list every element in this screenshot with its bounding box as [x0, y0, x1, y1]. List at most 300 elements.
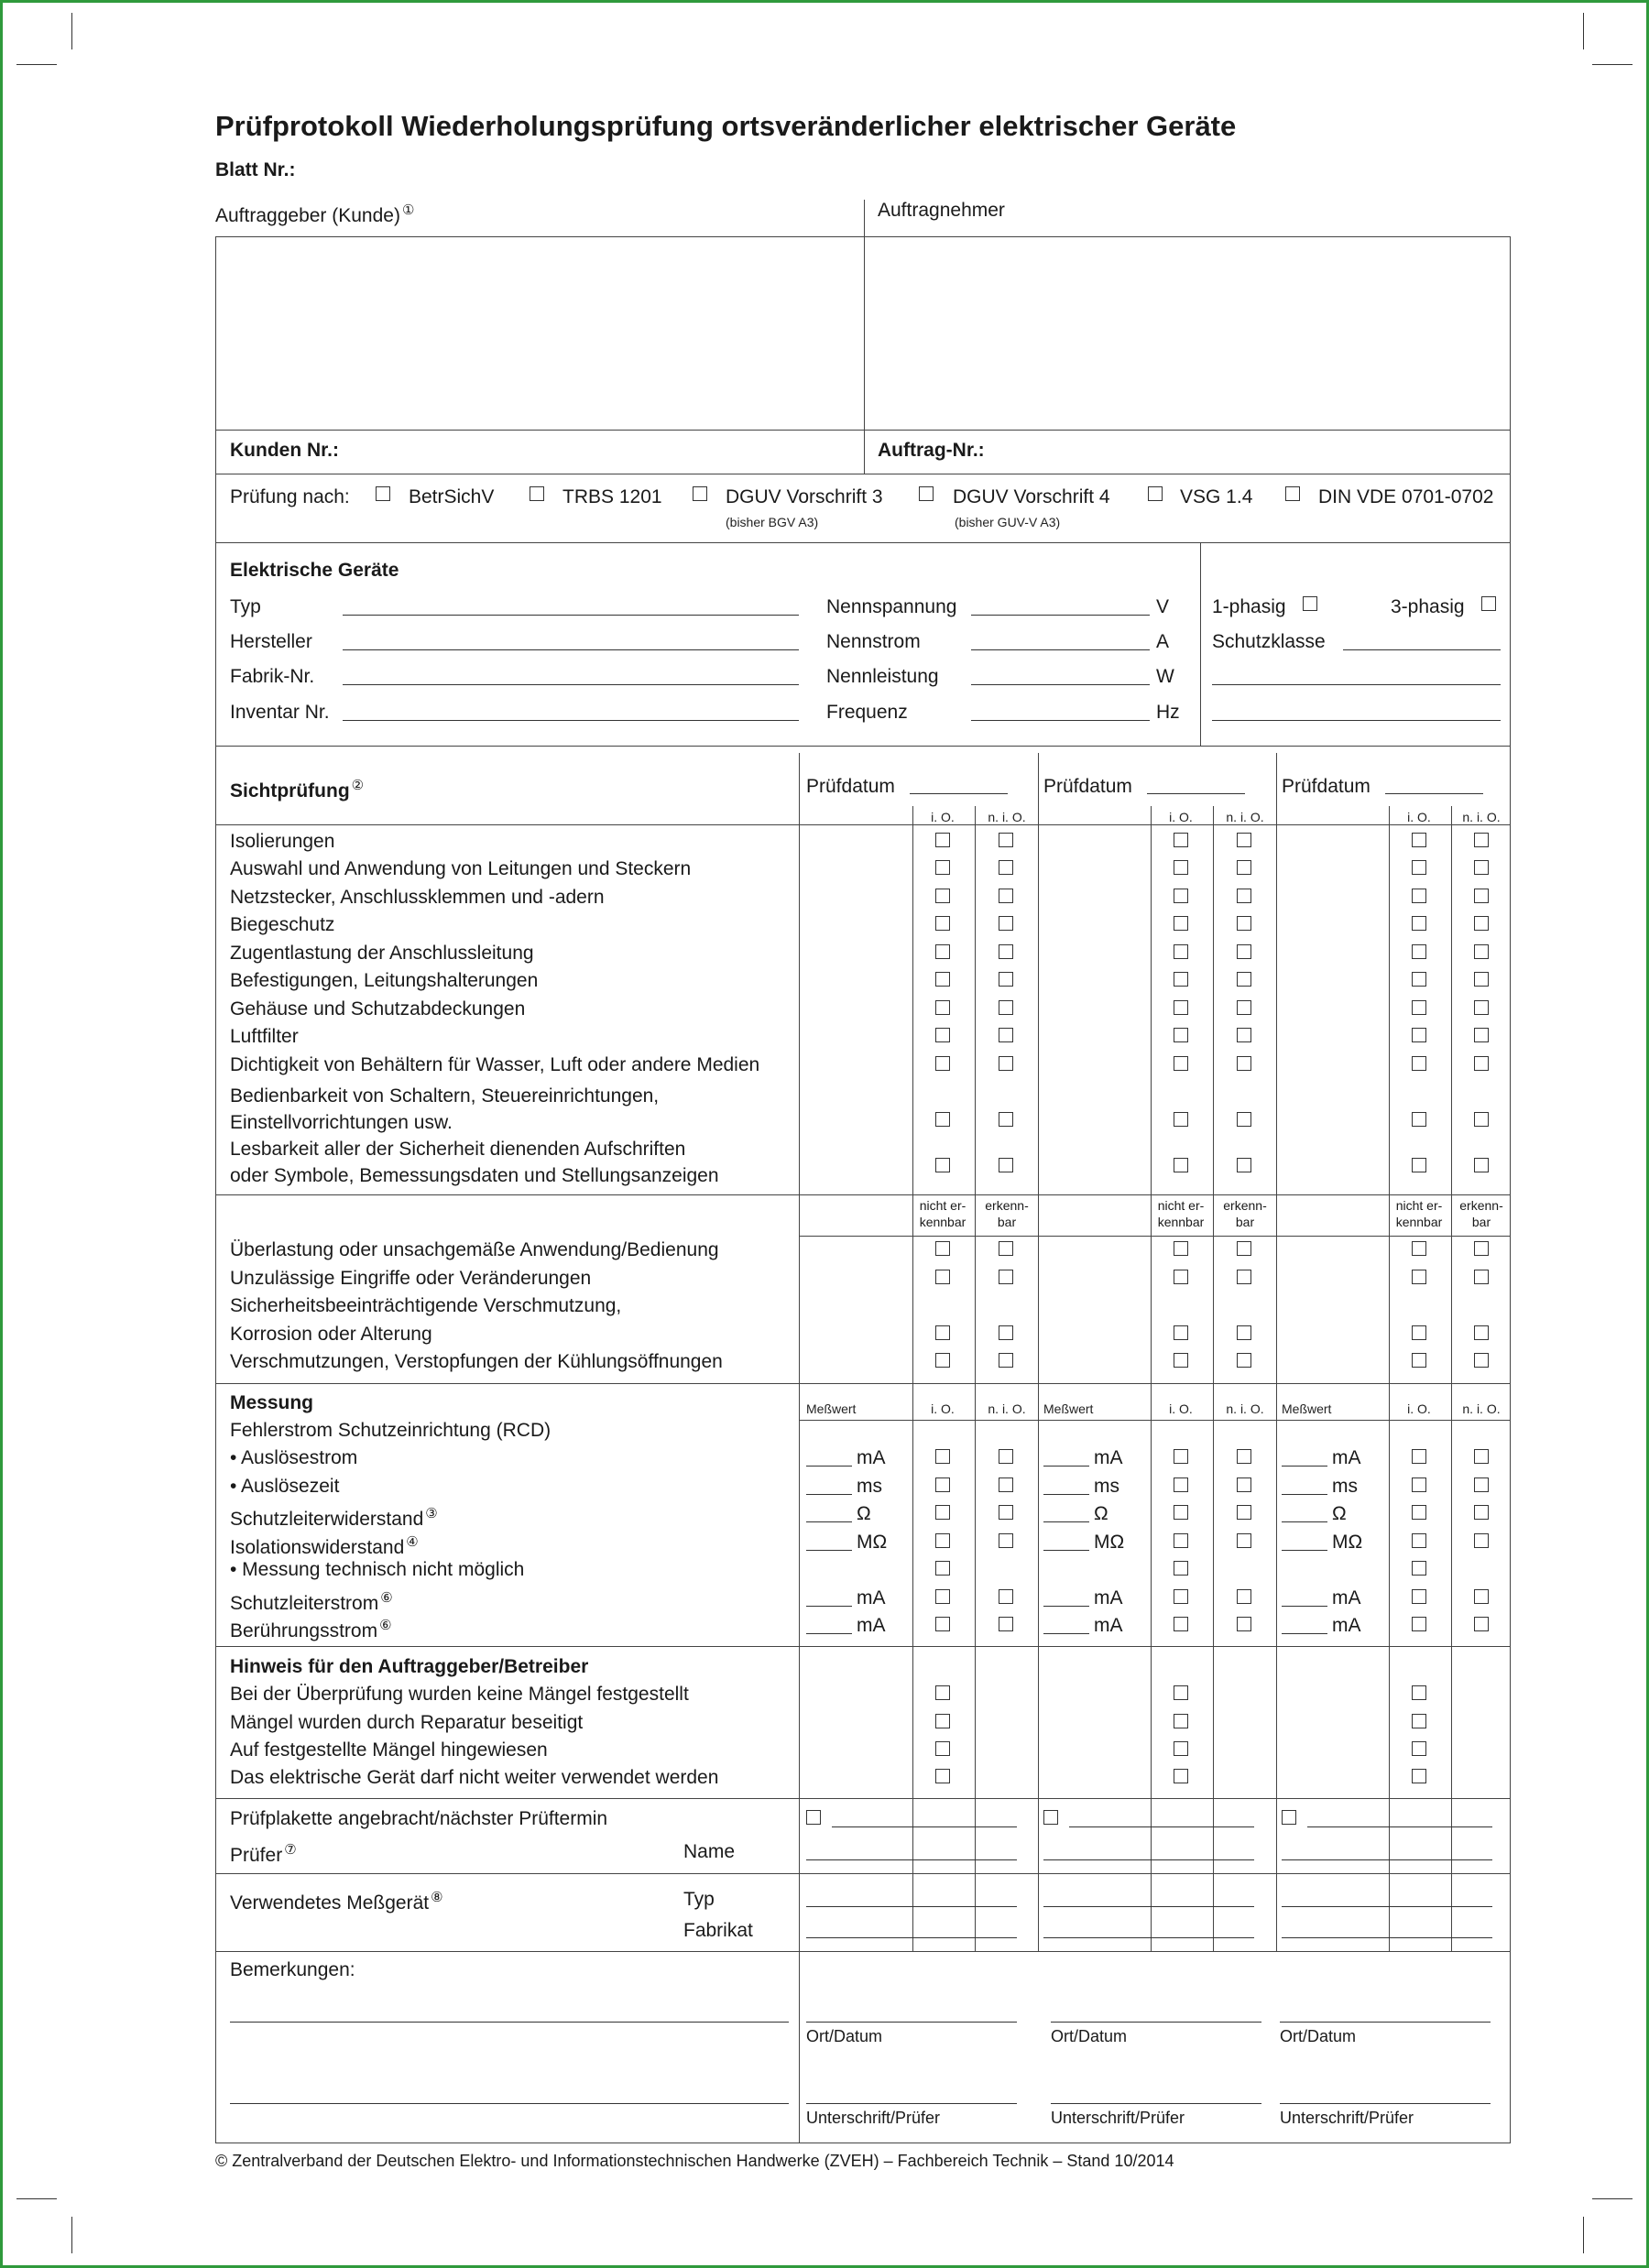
ort-datum-input[interactable] — [806, 2022, 1017, 2023]
nio-header: n. i. O. — [1226, 1401, 1264, 1416]
divider — [215, 1383, 1511, 1384]
checkbox[interactable] — [999, 916, 1013, 931]
checkbox[interactable] — [935, 1270, 950, 1284]
crop-mark — [1592, 2198, 1633, 2199]
nio-header: n. i. O. — [988, 810, 1026, 824]
checkbox[interactable] — [1412, 944, 1426, 959]
checkbox[interactable] — [1174, 1241, 1188, 1256]
erkennbar-header: erkenn- bar — [985, 1198, 1029, 1229]
checkbox[interactable] — [935, 1477, 950, 1492]
messgeraet-typ-input[interactable] — [1043, 1906, 1254, 1907]
checkbox-dguv3[interactable] — [693, 486, 707, 501]
extra-input[interactable] — [1212, 720, 1501, 721]
grid-line — [1451, 806, 1452, 1951]
messwert-input[interactable] — [806, 1494, 852, 1495]
reg-label: BetrSichV — [409, 486, 495, 507]
checkbox[interactable] — [935, 833, 950, 847]
checkbox[interactable] — [935, 860, 950, 875]
ort-datum-input[interactable] — [1280, 2022, 1491, 2023]
checkbox[interactable] — [1237, 1533, 1251, 1548]
checkbox[interactable] — [1474, 1505, 1489, 1520]
ort-datum-label: Ort/Datum — [806, 2027, 883, 2045]
checkbox[interactable] — [935, 1561, 950, 1576]
checkbox[interactable] — [1174, 1353, 1188, 1368]
sicht-item: Gehäuse und Schutzabdeckungen — [230, 998, 526, 1020]
checkbox[interactable] — [1174, 1617, 1188, 1631]
sicht-item: Netzstecker, Anschlussklemmen und -adern — [230, 887, 605, 908]
sicht-item: Biegeschutz — [230, 914, 335, 935]
messwert-input[interactable] — [806, 1550, 852, 1551]
reg-label: DIN VDE 0701-0702 — [1318, 486, 1494, 507]
checkbox[interactable] — [935, 1353, 950, 1368]
divider — [215, 1194, 1511, 1195]
checkbox[interactable] — [1412, 1685, 1426, 1700]
checkbox[interactable] — [1174, 1477, 1188, 1492]
checkbox[interactable] — [1412, 1561, 1426, 1576]
ort-datum-input[interactable] — [1051, 2022, 1261, 2023]
checkbox[interactable] — [1237, 1449, 1251, 1464]
grid-line — [1213, 806, 1214, 1951]
checkbox[interactable] — [935, 1112, 950, 1127]
checkbox[interactable] — [999, 944, 1013, 959]
checkbox[interactable] — [935, 1158, 950, 1172]
unit-label: ms — [1332, 1476, 1358, 1497]
checkbox[interactable] — [1474, 972, 1489, 987]
fabrik-nr-input[interactable] — [343, 684, 799, 685]
checkbox[interactable] — [1237, 889, 1251, 903]
checkbox[interactable] — [1474, 1056, 1489, 1071]
messwert-input[interactable] — [806, 1633, 852, 1634]
checkbox[interactable] — [1174, 889, 1188, 903]
checkbox[interactable] — [935, 1533, 950, 1548]
checkbox[interactable] — [999, 1505, 1013, 1520]
checkbox[interactable] — [1174, 1270, 1188, 1284]
checkbox-vsg[interactable] — [1148, 486, 1163, 501]
checkbox[interactable] — [935, 1325, 950, 1340]
checkbox[interactable] — [1412, 860, 1426, 875]
nennstrom-input[interactable] — [971, 649, 1150, 650]
messwert-input[interactable] — [1043, 1521, 1089, 1522]
pruefer-name-input[interactable] — [806, 1859, 1017, 1860]
messwert-input[interactable] — [1282, 1494, 1327, 1495]
checkbox[interactable] — [1412, 889, 1426, 903]
grid-line — [1276, 753, 1277, 1951]
mess-row: Schutzleiterstrom ⑥ — [230, 1590, 393, 1614]
divider — [215, 542, 1511, 543]
messwert-input[interactable] — [1282, 1521, 1327, 1522]
mess-row: • Messung technisch nicht möglich — [230, 1559, 525, 1580]
field-label: Typ — [230, 596, 261, 617]
checkbox[interactable] — [935, 916, 950, 931]
unterschrift-label: Unterschrift/Prüfer — [1280, 2109, 1414, 2127]
typ-label: Typ — [683, 1889, 715, 1910]
hinweis-item: Mängel wurden durch Reparatur beseitigt — [230, 1712, 584, 1733]
unit-label: A — [1156, 631, 1170, 652]
checkbox[interactable] — [1174, 972, 1188, 987]
reg-sublabel: (bisher GUV-V A3) — [955, 515, 1061, 529]
grid-line — [799, 753, 800, 1951]
sicht-item: Zugentlastung der Anschlussleitung — [230, 943, 534, 964]
checkbox[interactable] — [999, 1353, 1013, 1368]
checkbox[interactable] — [1174, 1714, 1188, 1728]
checkbox[interactable] — [935, 889, 950, 903]
pruefer-label: Prüfer ⑦ — [230, 1842, 297, 1866]
erkenn-item: Überlastung oder unsachgemäße Anwendung/Bedienung — [230, 1239, 719, 1260]
field-label: Nennstrom — [826, 631, 921, 652]
checkbox[interactable] — [1412, 1769, 1426, 1783]
plakette-date-input[interactable] — [1069, 1826, 1254, 1827]
pruefung-nach-label: Prüfung nach: — [230, 486, 350, 507]
checkbox-din-vde[interactable] — [1285, 486, 1300, 501]
checkbox[interactable] — [1474, 916, 1489, 931]
messwert-input[interactable] — [806, 1466, 852, 1467]
unit-label: Ω — [1332, 1503, 1347, 1524]
unit-label: Ω — [1094, 1503, 1108, 1524]
sicht-item: Befestigungen, Leitungshalterungen — [230, 970, 539, 991]
checkbox[interactable] — [999, 1325, 1013, 1340]
blatt-label: Blatt Nr.: — [215, 159, 296, 180]
checkbox[interactable] — [1412, 1028, 1426, 1042]
checkbox[interactable] — [1174, 1000, 1188, 1015]
messgeraet-typ-input[interactable] — [1282, 1906, 1492, 1907]
checkbox[interactable] — [1412, 1353, 1426, 1368]
pruefdatum-input-2[interactable] — [1147, 793, 1245, 794]
checkbox[interactable] — [935, 1028, 950, 1042]
bemerkungen-line[interactable] — [230, 2022, 789, 2023]
nennleistung-input[interactable] — [971, 684, 1150, 685]
checkbox[interactable] — [1474, 1270, 1489, 1284]
checkbox[interactable] — [1412, 1533, 1426, 1548]
messwert-input[interactable] — [1043, 1466, 1089, 1467]
checkbox[interactable] — [999, 1589, 1013, 1604]
divider — [215, 746, 1511, 747]
reg-label: DGUV Vorschrift 4 — [953, 486, 1110, 507]
checkbox[interactable] — [1412, 1477, 1426, 1492]
typ-input[interactable] — [343, 615, 799, 616]
unterschrift-input[interactable] — [1051, 2103, 1261, 2104]
checkbox[interactable] — [935, 1589, 950, 1604]
grid-line — [975, 806, 976, 1951]
messgeraet-label: Verwendetes Meßgerät ⑧ — [230, 1890, 443, 1914]
phase3-label: 3-phasig — [1391, 596, 1465, 617]
inventar-nr-input[interactable] — [343, 720, 799, 721]
unit-label: mA — [1332, 1447, 1361, 1468]
field-label: Fabrik-Nr. — [230, 666, 315, 687]
messgeraet-fabrikat-input[interactable] — [1282, 1937, 1492, 1938]
checkbox[interactable] — [935, 1685, 950, 1700]
page-title: Prüfprotokoll Wiederholungsprüfung ortsveränderlicher elektrischer Geräte — [215, 110, 1237, 142]
unterschrift-input[interactable] — [1280, 2103, 1491, 2104]
checkbox[interactable] — [1237, 1158, 1251, 1172]
checkbox[interactable] — [1174, 1449, 1188, 1464]
unit-label: mA — [857, 1587, 886, 1608]
mess-row: Berührungsstrom ⑥ — [230, 1618, 392, 1641]
checkbox[interactable] — [1237, 1270, 1251, 1284]
checkbox[interactable] — [935, 1741, 950, 1756]
checkbox[interactable] — [1474, 833, 1489, 847]
checkbox[interactable] — [1474, 1028, 1489, 1042]
checkbox[interactable] — [1237, 1241, 1251, 1256]
checkbox[interactable] — [1412, 1617, 1426, 1631]
checkbox[interactable] — [935, 1449, 950, 1464]
checkbox[interactable] — [1174, 1589, 1188, 1604]
unit-label: Ω — [857, 1503, 871, 1524]
sicht-item: Luftfilter — [230, 1026, 299, 1047]
checkbox[interactable] — [999, 860, 1013, 875]
checkbox[interactable] — [935, 1000, 950, 1015]
messwert-input[interactable] — [1282, 1466, 1327, 1467]
grid-line — [799, 753, 800, 755]
checkbox[interactable] — [1174, 1056, 1188, 1071]
pruefdatum-input-3[interactable] — [1385, 793, 1483, 794]
checkbox[interactable] — [1174, 833, 1188, 847]
checkbox[interactable] — [1174, 1561, 1188, 1576]
messgeraet-fabrikat-input[interactable] — [1043, 1937, 1254, 1938]
checkbox[interactable] — [1237, 1056, 1251, 1071]
messwert-input[interactable] — [1282, 1550, 1327, 1551]
hinweis-item: Das elektrische Gerät darf nicht weiter verwendet werden — [230, 1767, 719, 1788]
checkbox[interactable] — [999, 1449, 1013, 1464]
checkbox[interactable] — [999, 1000, 1013, 1015]
checkbox[interactable] — [1237, 1112, 1251, 1127]
checkbox[interactable] — [1474, 1533, 1489, 1548]
messwert-input[interactable] — [1043, 1633, 1089, 1634]
checkbox[interactable] — [999, 1270, 1013, 1284]
checkbox[interactable] — [1237, 1000, 1251, 1015]
checkbox[interactable] — [999, 1056, 1013, 1071]
checkbox[interactable] — [1474, 1325, 1489, 1340]
nio-header: n. i. O. — [1462, 810, 1501, 824]
checkbox[interactable] — [1174, 1685, 1188, 1700]
checkbox-dguv4[interactable] — [919, 486, 934, 501]
checkbox[interactable] — [1237, 860, 1251, 875]
checkbox[interactable] — [999, 1533, 1013, 1548]
rcd-label: Fehlerstrom Schutzeinrichtung (RCD) — [230, 1420, 551, 1441]
checkbox[interactable] — [1474, 1112, 1489, 1127]
checkbox[interactable] — [1412, 1270, 1426, 1284]
grid-line — [799, 1951, 800, 2143]
auftragnehmer-field[interactable] — [865, 237, 1510, 430]
nio-header: n. i. O. — [1462, 1401, 1501, 1416]
messwert-input[interactable] — [1043, 1606, 1089, 1607]
checkbox[interactable] — [1237, 1325, 1251, 1340]
checkbox[interactable] — [1174, 1028, 1188, 1042]
frequenz-input[interactable] — [971, 720, 1150, 721]
plakette-checkbox[interactable] — [806, 1810, 821, 1825]
checkbox[interactable] — [1174, 1533, 1188, 1548]
messgeraet-typ-input[interactable] — [806, 1906, 1017, 1907]
hersteller-input[interactable] — [343, 649, 799, 650]
checkbox[interactable] — [935, 1714, 950, 1728]
field-label: Nennspannung — [826, 596, 957, 617]
auftrag-nr-label: Auftrag-Nr.: — [878, 440, 985, 461]
messwert-input[interactable] — [1043, 1494, 1089, 1495]
plakette-date-input[interactable] — [1307, 1826, 1492, 1827]
crop-mark — [71, 13, 72, 49]
checkbox[interactable] — [935, 972, 950, 987]
reg-sublabel: (bisher BGV A3) — [726, 515, 819, 529]
messwert-input[interactable] — [1282, 1606, 1327, 1607]
checkbox[interactable] — [999, 1028, 1013, 1042]
checkbox[interactable] — [935, 1241, 950, 1256]
checkbox[interactable] — [999, 833, 1013, 847]
checkbox[interactable] — [1174, 1741, 1188, 1756]
checkbox[interactable] — [1237, 1028, 1251, 1042]
checkbox[interactable] — [1412, 1449, 1426, 1464]
checkbox[interactable] — [1174, 1769, 1188, 1783]
sicht-item: Isolierungen — [230, 831, 335, 852]
checkbox-3phasig[interactable] — [1481, 596, 1496, 611]
checkbox[interactable] — [1237, 1505, 1251, 1520]
geraete-heading: Elektrische Geräte — [230, 560, 399, 581]
crop-mark — [1583, 2217, 1584, 2253]
checkbox[interactable] — [1474, 889, 1489, 903]
checkbox[interactable] — [1412, 833, 1426, 847]
checkbox[interactable] — [935, 1505, 950, 1520]
checkbox[interactable] — [1474, 1477, 1489, 1492]
plakette-checkbox[interactable] — [1043, 1810, 1058, 1825]
bemerkungen-line[interactable] — [230, 2103, 789, 2104]
unit-label: MΩ — [857, 1532, 888, 1553]
checkbox[interactable] — [1237, 1617, 1251, 1631]
checkbox[interactable] — [1412, 916, 1426, 931]
checkbox[interactable] — [1474, 944, 1489, 959]
checkbox[interactable] — [1237, 972, 1251, 987]
checkbox[interactable] — [1474, 1617, 1489, 1631]
unit-label: mA — [1094, 1587, 1123, 1608]
messwert-header: Meßwert — [1282, 1401, 1332, 1416]
crop-mark — [71, 2217, 72, 2253]
messwert-input[interactable] — [806, 1521, 852, 1522]
extra-input[interactable] — [1212, 684, 1501, 685]
checkbox[interactable] — [1412, 1325, 1426, 1340]
nio-header: n. i. O. — [988, 1401, 1026, 1416]
checkbox[interactable] — [1474, 1589, 1489, 1604]
nicht-erkennbar-header: nicht er- kennbar — [1395, 1198, 1443, 1229]
checkbox-betrsichv[interactable] — [376, 486, 390, 501]
checkbox[interactable] — [999, 1112, 1013, 1127]
checkbox[interactable] — [1412, 1589, 1426, 1604]
messwert-input[interactable] — [1043, 1550, 1089, 1551]
unit-label: V — [1156, 596, 1170, 617]
checkbox[interactable] — [999, 1617, 1013, 1631]
auftraggeber-field[interactable] — [216, 237, 864, 430]
checkbox[interactable] — [1474, 1000, 1489, 1015]
checkbox[interactable] — [1237, 944, 1251, 959]
pruefdatum-label: Prüfdatum — [1043, 776, 1132, 797]
io-header: i. O. — [931, 1401, 955, 1416]
checkbox[interactable] — [999, 972, 1013, 987]
divider — [864, 430, 865, 474]
checkbox-1phasig[interactable] — [1303, 596, 1317, 611]
checkbox[interactable] — [1174, 860, 1188, 875]
checkbox[interactable] — [1174, 916, 1188, 931]
unit-label: mA — [857, 1447, 886, 1468]
pruefdatum-label: Prüfdatum — [806, 776, 895, 797]
checkbox[interactable] — [935, 1056, 950, 1071]
auftragnehmer-label: Auftragnehmer — [878, 200, 1005, 221]
schutzklasse-input[interactable] — [1343, 649, 1501, 650]
checkbox[interactable] — [935, 1617, 950, 1631]
name-label: Name — [683, 1841, 736, 1862]
checkbox[interactable] — [1412, 972, 1426, 987]
checkbox[interactable] — [999, 1477, 1013, 1492]
grid-line — [1038, 753, 1039, 1951]
checkbox[interactable] — [1237, 1477, 1251, 1492]
unit-label: MΩ — [1332, 1532, 1363, 1553]
sicht-item: Dichtigkeit von Behältern für Wasser, Luft oder andere Medien — [230, 1054, 760, 1075]
erkenn-item: Unzulässige Eingriffe oder Veränderungen — [230, 1268, 592, 1289]
checkbox[interactable] — [935, 1769, 950, 1783]
io-header: i. O. — [1169, 1401, 1193, 1416]
hinweis-item: Bei der Überprüfung wurden keine Mängel festgestellt — [230, 1684, 689, 1705]
checkbox-trbs[interactable] — [530, 486, 544, 501]
unit-label: mA — [1094, 1447, 1123, 1468]
mess-row: • Auslösestrom — [230, 1447, 358, 1468]
bemerkungen-label: Bemerkungen: — [230, 1959, 355, 1980]
pruefer-name-input[interactable] — [1043, 1859, 1254, 1860]
reg-label: VSG 1.4 — [1180, 486, 1253, 507]
unit-label: ms — [1094, 1476, 1119, 1497]
checkbox[interactable] — [1412, 1741, 1426, 1756]
checkbox[interactable] — [1237, 916, 1251, 931]
checkbox[interactable] — [1412, 1056, 1426, 1071]
checkbox[interactable] — [1474, 1158, 1489, 1172]
checkbox[interactable] — [1412, 1241, 1426, 1256]
checkbox[interactable] — [1237, 1589, 1251, 1604]
checkbox[interactable] — [1412, 1505, 1426, 1520]
checkbox[interactable] — [999, 1241, 1013, 1256]
messwert-input[interactable] — [1282, 1633, 1327, 1634]
messwert-input[interactable] — [806, 1606, 852, 1607]
checkbox[interactable] — [999, 889, 1013, 903]
checkbox[interactable] — [1174, 1505, 1188, 1520]
checkbox[interactable] — [1474, 860, 1489, 875]
checkbox[interactable] — [1412, 1112, 1426, 1127]
pruefer-name-input[interactable] — [1282, 1859, 1492, 1860]
checkbox[interactable] — [1412, 1000, 1426, 1015]
checkbox[interactable] — [1237, 1353, 1251, 1368]
divider — [215, 1951, 1511, 1952]
io-header: i. O. — [1407, 1401, 1431, 1416]
checkbox[interactable] — [999, 1158, 1013, 1172]
checkbox[interactable] — [1174, 944, 1188, 959]
messgeraet-fabrikat-input[interactable] — [806, 1937, 1017, 1938]
pruefdatum-input-1[interactable] — [910, 793, 1008, 794]
unterschrift-input[interactable] — [806, 2103, 1017, 2104]
checkbox[interactable] — [1474, 1241, 1489, 1256]
checkbox[interactable] — [1474, 1353, 1489, 1368]
checkbox[interactable] — [1412, 1158, 1426, 1172]
checkbox[interactable] — [1474, 1449, 1489, 1464]
fabrikat-label: Fabrikat — [683, 1920, 753, 1941]
plakette-checkbox[interactable] — [1282, 1810, 1296, 1825]
divider — [215, 430, 1511, 431]
sicht-item: Bedienbarkeit von Schaltern, Steuereinrichtungen, — [230, 1085, 660, 1107]
unit-label: mA — [1332, 1587, 1361, 1608]
checkbox[interactable] — [935, 944, 950, 959]
nennspannung-input[interactable] — [971, 615, 1150, 616]
sicht-heading: Sichtprüfung ② — [230, 778, 365, 801]
checkbox[interactable] — [1412, 1714, 1426, 1728]
checkbox[interactable] — [1237, 833, 1251, 847]
mess-row: Schutzleiterwiderstand ③ — [230, 1506, 438, 1530]
checkbox[interactable] — [1174, 1158, 1188, 1172]
checkbox[interactable] — [1174, 1112, 1188, 1127]
checkbox[interactable] — [1174, 1325, 1188, 1340]
plakette-date-input[interactable] — [832, 1826, 1017, 1827]
footer-copyright: © Zentralverband der Deutschen Elektro- und Informationstechnischen Handwerke (ZVEH) – Fachbereich Technik – Stand 10/2014 — [215, 2152, 1174, 2170]
